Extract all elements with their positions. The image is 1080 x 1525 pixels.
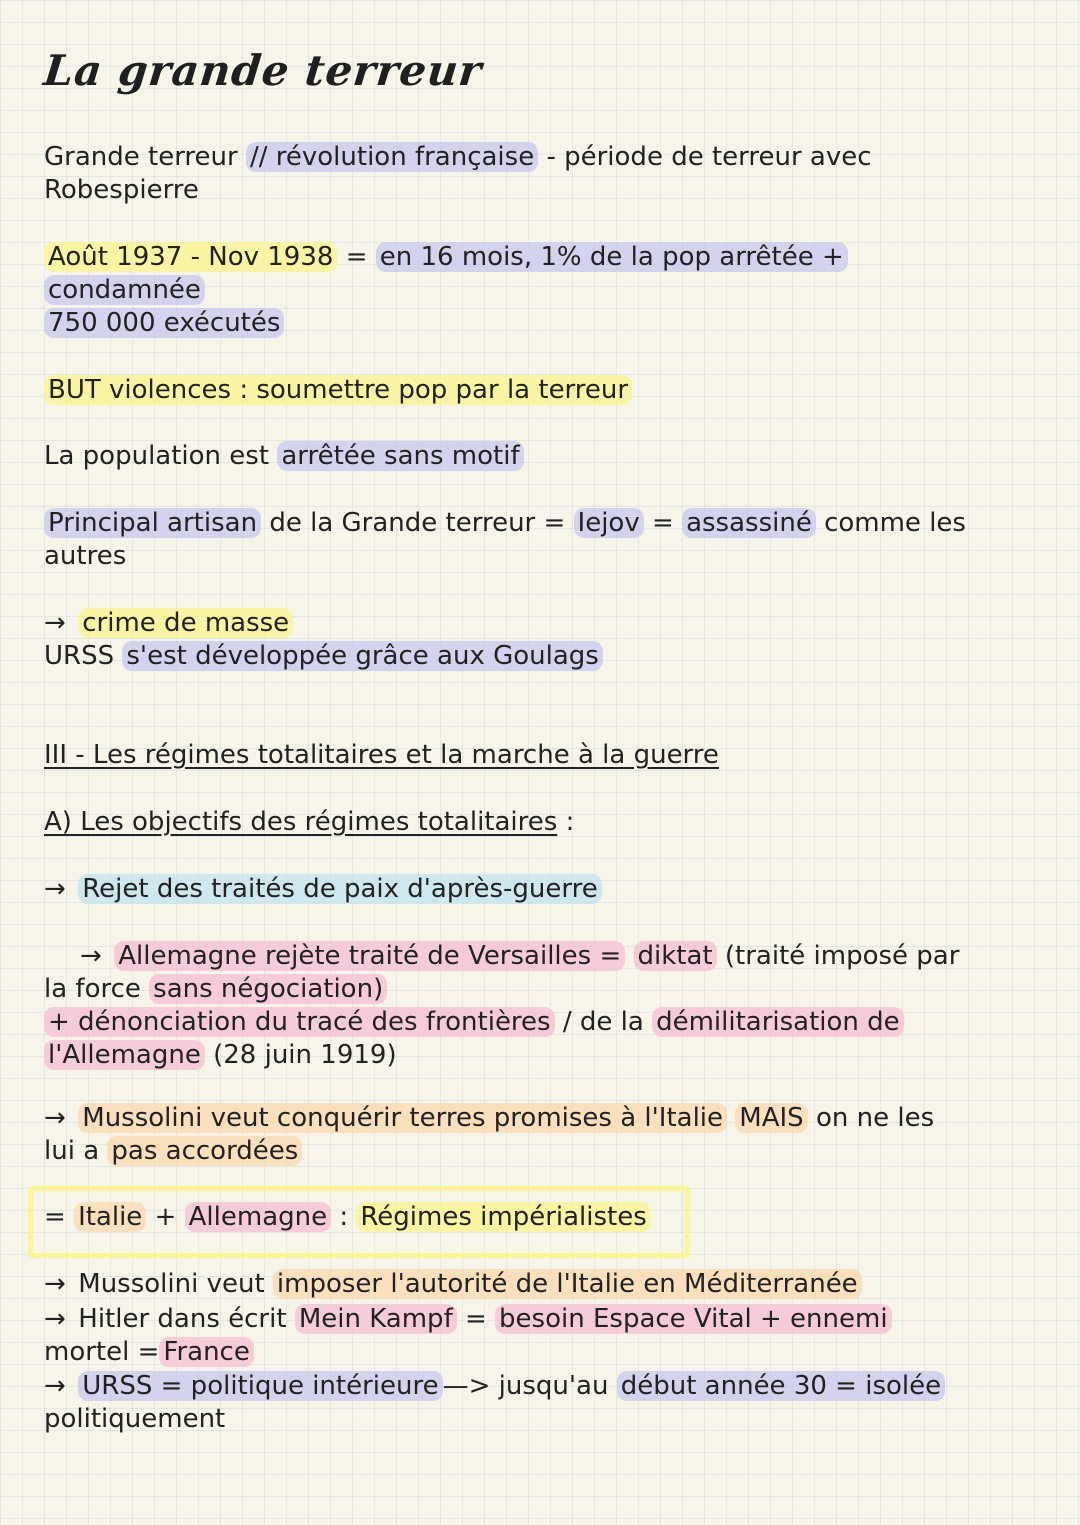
paragraph-hitler <box>44 1303 1044 1369</box>
text: politiquement <box>44 1404 226 1434</box>
highlight-orange: Italie <box>74 1202 146 1232</box>
arrow-right-icon: → <box>44 1103 66 1133</box>
paragraph-dates <box>44 241 1044 340</box>
paragraph-urss <box>44 1370 1044 1436</box>
paragraph-but <box>44 374 1044 407</box>
highlight-orange: MAIS <box>735 1103 807 1133</box>
text: la force <box>44 974 141 1004</box>
highlight-yellow: crime de masse <box>78 608 293 638</box>
highlight-purple: 750 000 exécutés <box>44 308 284 338</box>
highlight-purple: Principal artisan <box>44 508 261 538</box>
highlight-pink: l'Allemagne <box>44 1040 205 1070</box>
arrow-right-icon: → <box>44 1371 66 1401</box>
paragraph-mussolini-mediterranee <box>44 1268 1044 1301</box>
text: : <box>339 1202 349 1232</box>
highlight-purple: URSS = politique intérieure <box>78 1371 442 1401</box>
highlight-purple: Iejov <box>574 508 644 538</box>
arrow-right-icon: → <box>44 1269 66 1299</box>
text: = <box>345 242 368 272</box>
text: jusqu'au <box>498 1371 609 1401</box>
colon: : <box>565 807 575 837</box>
section-heading-iii: III - Les régimes totalitaires et la marche à la guerre <box>44 740 719 770</box>
text: = <box>44 1202 66 1232</box>
text: lui a <box>44 1136 100 1166</box>
text: comme les <box>824 508 966 538</box>
highlight-pink: France <box>159 1337 253 1367</box>
text: mortel = <box>44 1337 160 1367</box>
text: / de la <box>562 1007 644 1037</box>
highlight-purple: s'est développée grâce aux Goulags <box>122 641 602 671</box>
highlight-pink: démilitarisation de <box>652 1007 904 1037</box>
highlight-yellow: BUT violences : soumettre pop par la terreur <box>44 375 632 405</box>
text: + <box>154 1202 177 1232</box>
highlight-yellow: Régimes impérialistes <box>356 1202 650 1232</box>
long-arrow: —> <box>442 1371 491 1401</box>
highlight-pink: sans négociation) <box>149 974 387 1004</box>
paragraph-artisan <box>44 507 1044 573</box>
highlight-pink: Allemagne <box>185 1202 331 1232</box>
highlight-purple: condamnée <box>44 275 205 305</box>
text: Robespierre <box>44 175 199 205</box>
text: Mussolini veut <box>78 1269 265 1299</box>
text: URSS <box>44 641 115 671</box>
arrow-right-icon: → <box>44 608 66 638</box>
highlight-pink: diktat <box>634 941 717 971</box>
paragraph-regimes-imperialistes <box>44 1201 1044 1234</box>
paragraph-crime <box>44 607 1044 673</box>
highlight-pink: Mein Kampf <box>295 1304 457 1334</box>
paragraph-allemagne <box>44 940 1044 1072</box>
arrow-right-icon: → <box>80 941 102 971</box>
highlight-orange: Mussolini veut conquérir terres promises à l'Italie <box>78 1103 727 1133</box>
highlight-yellow: Août 1937 - Nov 1938 <box>44 242 337 272</box>
text: = <box>652 508 674 538</box>
text: = <box>464 1304 487 1334</box>
text: La population est <box>44 441 270 471</box>
highlight-pink: Allemagne rejète traité de Versailles = <box>114 941 625 971</box>
highlight-blue: Rejet des traités de paix d'après-guerre <box>78 874 601 904</box>
text: Grande terreur <box>44 142 238 172</box>
highlight-purple: en 16 mois, 1% de la pop arrêtée + <box>376 242 848 272</box>
text: (traité imposé par <box>724 941 960 971</box>
subsection-title: A) Les objectifs des régimes totalitaires <box>44 807 558 837</box>
page-title: La grande terreur <box>41 46 485 95</box>
highlight-purple: début année 30 = isolée <box>617 1371 945 1401</box>
highlight-orange: pas accordées <box>107 1136 302 1166</box>
text: autres <box>44 541 127 571</box>
text: de la Grande terreur = <box>269 508 566 538</box>
text: - période de terreur avec <box>546 142 872 172</box>
highlight-purple: assassiné <box>682 508 816 538</box>
text: (28 juin 1919) <box>213 1040 397 1070</box>
highlight-purple: arrêtée sans motif <box>277 441 523 471</box>
text: Hitler dans écrit <box>78 1304 287 1334</box>
arrow-right-icon: → <box>44 874 66 904</box>
paragraph-terreur-definition <box>44 141 1044 207</box>
subsection-heading-a <box>44 806 1044 839</box>
text: on ne les <box>815 1103 935 1133</box>
highlight-pink: besoin Espace Vital + ennemi <box>495 1304 892 1334</box>
paragraph-population <box>44 440 1044 473</box>
highlight-purple: // révolution française <box>246 142 538 172</box>
arrow-right-icon: → <box>44 1304 66 1334</box>
highlight-pink: + dénonciation du tracé des frontières <box>44 1007 555 1037</box>
highlight-orange: imposer l'autorité de l'Italie en Méditerranée <box>273 1269 862 1299</box>
paragraph-rejet <box>44 873 1044 906</box>
paragraph-mussolini <box>44 1102 1044 1168</box>
